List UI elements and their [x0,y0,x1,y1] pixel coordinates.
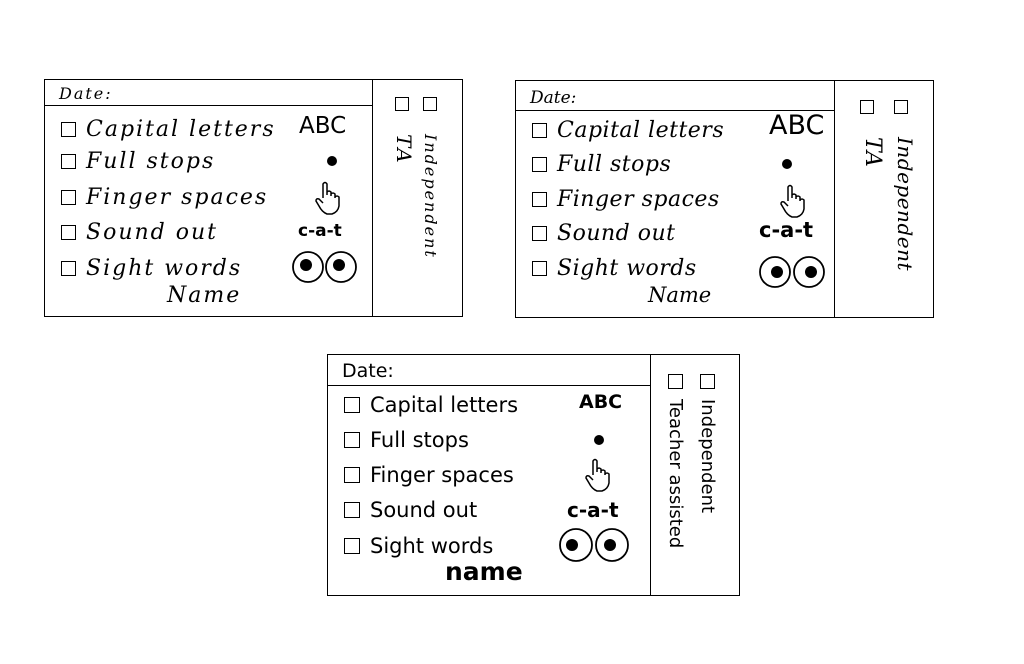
independent-label: Independent [893,137,917,271]
teacher-assisted-label: Teacher assisted [665,399,686,549]
pointing-hand-icon [313,180,343,216]
checklist-card-3 [327,354,740,596]
checkbox[interactable] [395,97,409,111]
item-label: Sight words [370,534,494,558]
checkbox[interactable] [532,157,547,172]
checklist-card-2 [515,80,934,318]
checkbox[interactable] [423,97,437,111]
item-label: Full stops [370,428,469,452]
checkbox[interactable] [344,432,360,448]
eyes-icon [558,527,632,563]
date-label: Date: [59,84,113,103]
assessment-column [832,81,933,317]
item-label: Sound out [557,220,676,246]
checkbox[interactable] [344,502,360,518]
assessment-column [370,80,462,316]
checkbox[interactable] [894,100,908,114]
checklist-card-1 [44,79,463,317]
item-label: Capital letters [370,393,519,417]
item-label: Capital letters [557,117,725,143]
date-row [328,355,650,386]
abc-symbol: ABC [579,391,623,413]
checklist-main [45,80,373,316]
checkbox[interactable] [344,467,360,483]
name-label: Name [648,283,712,307]
checklist-main [516,81,835,317]
cat-symbol: c-a-t [298,221,342,241]
checkbox[interactable] [61,190,76,205]
cat-symbol: c-a-t [567,498,619,522]
item-label: Full stops [557,151,672,177]
date-row [516,81,834,111]
eyes-icon [758,254,828,290]
abc-symbol: ABC [299,113,347,139]
item-label: Sight words [86,255,243,281]
eyes-icon [291,250,361,284]
dot-icon [781,158,793,170]
date-label: Date: [342,360,394,382]
checkbox[interactable] [700,374,715,389]
dot-icon [326,155,338,167]
independent-label: Independent [421,134,440,259]
checkbox[interactable] [860,100,874,114]
checkbox[interactable] [61,261,76,276]
ta-label: TA [392,134,416,165]
pointing-hand-icon [583,457,613,493]
checkbox[interactable] [61,154,76,169]
date-label: Date: [530,88,577,108]
checkbox[interactable] [344,538,360,554]
checkbox[interactable] [668,374,683,389]
checkbox[interactable] [61,122,76,137]
checkbox[interactable] [344,397,360,413]
item-label: Full stops [86,148,216,174]
item-label: Sound out [370,498,478,522]
checkbox[interactable] [61,225,76,240]
cat-symbol: c-a-t [759,218,814,242]
item-label: Finger spaces [86,184,269,210]
checklist-main [328,355,651,595]
item-label: Sound out [86,219,218,245]
item-label: Capital letters [86,116,276,142]
pointing-hand-icon [778,183,808,219]
ta-label: TA [860,137,885,168]
item-label: Sight words [557,255,697,281]
checkbox[interactable] [532,261,547,276]
checklist-item [61,146,362,176]
item-label: Finger spaces [557,186,720,212]
name-label: name [445,557,523,586]
item-label: Finger spaces [370,463,514,487]
checkbox[interactable] [532,123,547,138]
assessment-column [648,355,739,595]
checkbox[interactable] [532,226,547,241]
name-label: Name [167,283,242,308]
checkbox[interactable] [532,192,547,207]
dot-icon [593,434,605,446]
independent-label: Independent [697,399,718,514]
abc-symbol: ABC [769,110,825,141]
date-row [45,80,372,106]
